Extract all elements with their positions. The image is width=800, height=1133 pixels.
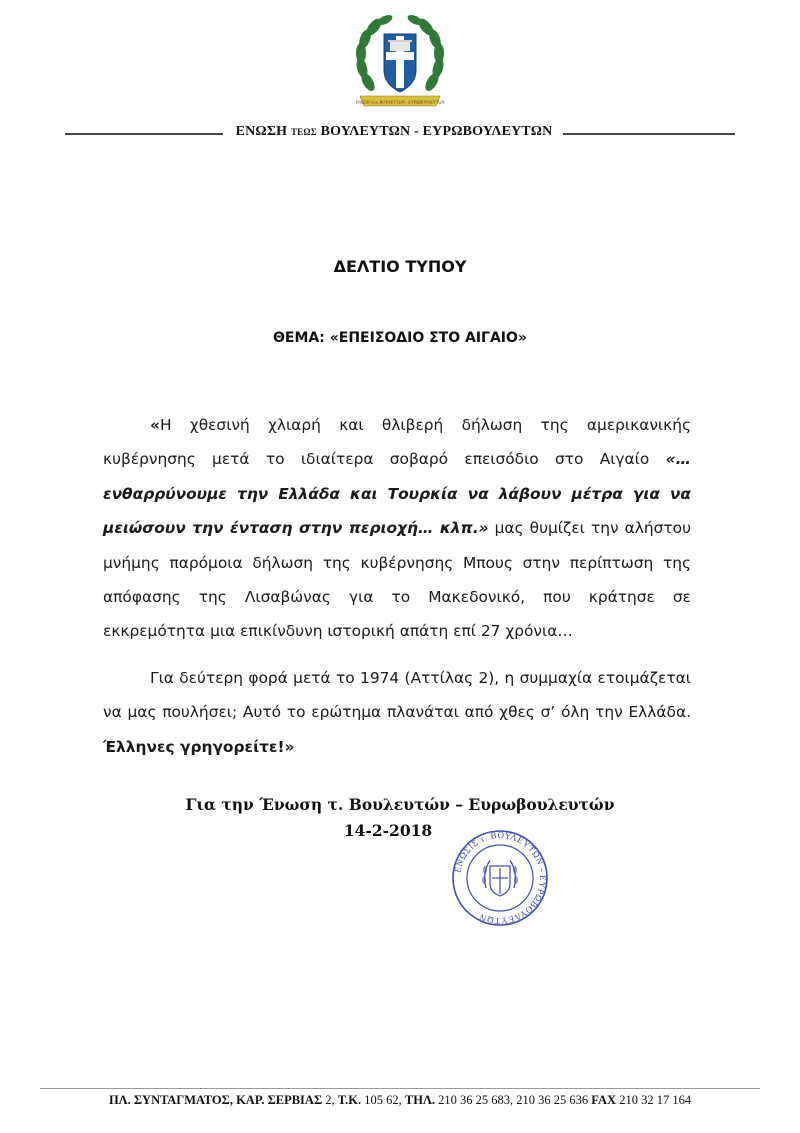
footer-postcode-label: Τ.Κ. [337, 1093, 362, 1107]
document-title: ΔΕΛΤΙΟ ΤΥΠΟΥ [333, 257, 467, 276]
letterhead-rule-left [65, 133, 223, 135]
paragraph-2-ending: !» [277, 737, 295, 756]
svg-text:ΕΝΩΣΙΣ τ. ΒΟΥΛΕΥΤΩΝ - ΕΥΡΩΒΟΥΛ: ΕΝΩΣΙΣ τ. ΒΟΥΛΕΥΤΩΝ - ΕΥΡΩΒΟΥΛΕΥΤΩΝ [452, 829, 549, 927]
quoted-statement: «…ενθαρρύνουμε την Ελλάδα και Τουρκία να λάβουν μέτρα για να μειώσουν την ένταση στην περιοχή… κλπ.» [103, 450, 691, 538]
signature-line: Για την Ένωση τ. Βουλευτών – Ευρωβουλευτών [185, 795, 615, 814]
footer-rule [40, 1088, 760, 1089]
paragraph-2-emphasis: Έλληνες γρηγορείτε [103, 737, 278, 756]
greek-parliament-crest-icon [350, 12, 450, 114]
signature-block [0, 792, 800, 844]
footer-street-number: 2, [322, 1093, 338, 1107]
paragraph-1-text-a: Η χθεσινή χλιαρή και θλιβερή δήλωση της αμερικανικής κυβέρνησης μετά το ιδιαίτερα σοβαρό επεισόδιο στο Αιγαίο [103, 416, 691, 469]
footer-street: ΠΛ. ΣΥΝΤΑΓΜΑΤΟΣ, ΚΑΡ. ΣΕΡΒΙΑΣ [108, 1093, 323, 1107]
signature-date: 14-2-2018 [343, 821, 433, 840]
letterhead-rule-right [563, 133, 735, 135]
letterhead-title-part3: ΒΟΥΛΕΥΤΩΝ - ΕΥΡΩΒΟΥΛΕΥΤΩΝ [320, 124, 553, 139]
paragraph-2-text: Για δεύτερη φορά μετά το 1974 (Αττίλας 2), η συμμαχία ετοιμάζεται να μας πουλήσει; Αυτό το ερώτημα πλανάται από χθες σ’ όλη την Ελλάδα. [103, 668, 691, 722]
footer-phone-label: ΤΗΛ. [404, 1093, 436, 1107]
letterhead-title-part1: ΕΝΩΣΗ [235, 124, 288, 139]
letterhead-title [225, 124, 563, 140]
footer-address [0, 1093, 800, 1108]
letterhead-title-part2: ΤΕΩΣ [290, 127, 317, 137]
paragraph-1-text-b: μας θυμίζει την αλήστου μνήμης παρόμοια δήλωση της κυβέρνησης Μπους στην περίπτωση της απόφασης της Λισαβώνας για το Μακεδονικό, που κράτησε σε εκκρεμότητα μια επικίνδυνη ιστορική απάτη επί 27 χρόνια… [103, 519, 691, 641]
svg-text:ΕΝΩΣΗ τέως ΒΟΥΛΕΥΤΩΝ - ΕΥΡΩΒΟΥ: ΕΝΩΣΗ τέως ΒΟΥΛΕΥΤΩΝ - ΕΥΡΩΒΟΥΛΕΥΤΩΝ [355, 99, 445, 105]
footer-fax: 210 32 17 164 [616, 1093, 692, 1107]
document-subject: ΘΕΜΑ: «ΕΠΕΙΣΟΔΙΟ ΣΤΟ ΑΙΓΑΙΟ» [273, 330, 527, 346]
paragraph-2 [103, 661, 691, 764]
opening-quote-mark: « [150, 416, 160, 434]
association-seal-stamp-icon [450, 828, 550, 928]
press-release-body [103, 408, 691, 776]
paragraph-1 [103, 408, 691, 649]
footer-phones: 210 36 25 683, 210 36 25 636 [435, 1093, 592, 1107]
footer-postcode: 105 62, [361, 1093, 405, 1107]
letterhead [65, 124, 735, 144]
footer-fax-label: FAX [591, 1093, 617, 1107]
